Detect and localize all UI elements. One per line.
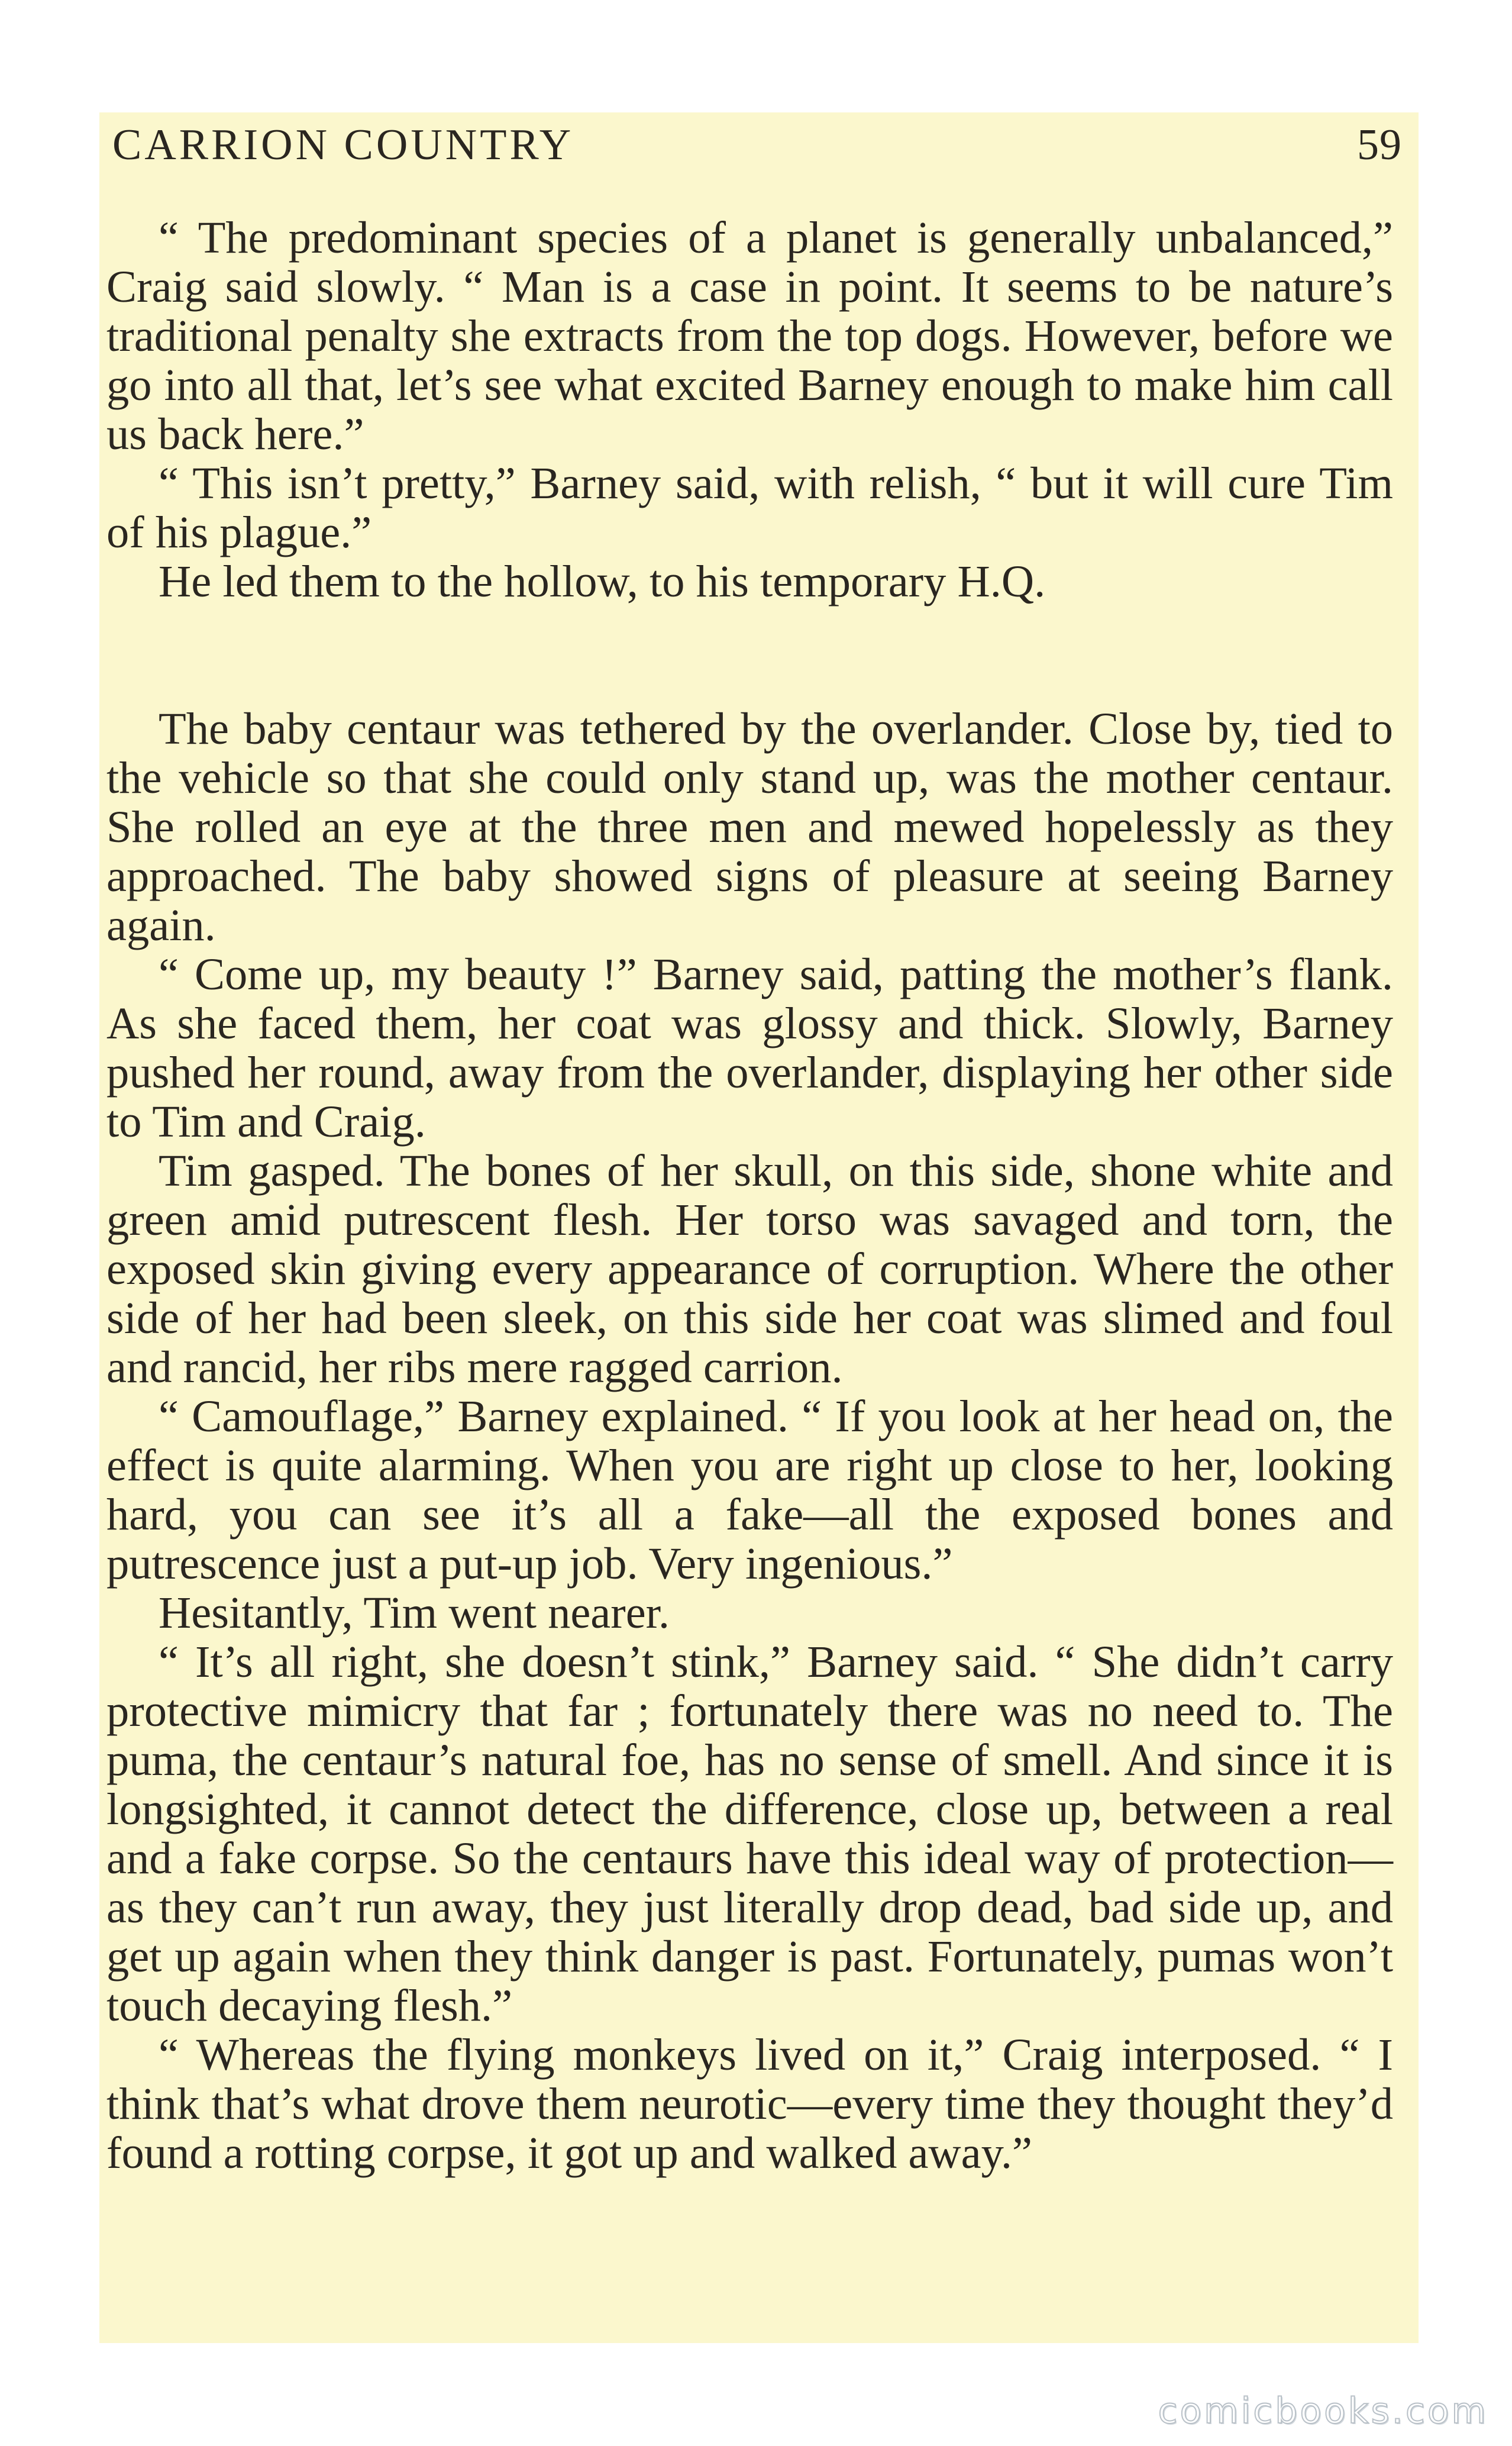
paragraph: Hesitantly, Tim went nearer.: [159, 1587, 670, 1638]
paragraph: “ Come up, my beauty !” Barney said, patting the mother’s flank. As she faced them, her coat was glossy and thick. Slowly, Barney pushed her round, away from the overlander, displaying her other side to Tim and Craig.: [106, 949, 1393, 1147]
paragraph: He led them to the hollow, to his temporary H.Q.: [159, 556, 1046, 606]
paragraph: “ Whereas the flying monkeys lived on it,” Craig interposed. “ I think that’s what drove them neurotic—every time they thought they’d found a rotting corpse, it got up and walked away.”: [106, 2029, 1393, 2178]
paragraph: “ This isn’t pretty,” Barney said, with relish, “ but it will cure Tim of his plague.”: [106, 458, 1393, 557]
paragraph: “ Camouflage,” Barney explained. “ If you look at her head on, the effect is quite alarming. When you are right up close to her, looking hard, you can see it’s all a fake—all the exposed bones and putrescence just a put-up job. Very ingenious.”: [106, 1391, 1393, 1589]
paragraph: Tim gasped. The bones of her skull, on this side, shone white and green amid putrescent flesh. Her torso was savaged and torn, the exposed skin giving every appearance of corruption. Where the other side of her had been sleek, on this side her coat was slimed and foul and rancid, her ribs mere ragged carrion.: [106, 1145, 1393, 1392]
paragraph: The baby centaur was tethered by the overlander. Close by, tied to the vehicle so that she could only stand up, was the mother centaur. She rolled an eye at the three men and mewed hopelessly as they approached. The baby showed signs of pleasure at seeing Barney again.: [106, 704, 1393, 950]
chapter-title: CARRION COUNTRY: [112, 121, 574, 169]
page-number: 59: [1357, 121, 1402, 169]
running-head: [112, 118, 1402, 172]
paragraph: “ It’s all right, she doesn’t stink,” Barney said. “ She didn’t carry protective mimicry that far ; fortunately there was no need to. The puma, the centaur’s natural foe, has no sense of smell. And since it is longsighted, it cannot detect the difference, close up, between a real and a fake corpse. So the centaurs have this ideal way of protection—as they can’t run away, they just literally drop dead, bad side up, and get up again when they think danger is past. Fortunately, pumas won’t touch decaying flesh.”: [106, 1637, 1393, 2031]
watermark: comicbooks.com: [1158, 2390, 1488, 2432]
body-text: [106, 213, 1393, 2177]
paragraph: “ The predominant species of a planet is generally unbalanced,” Craig said slowly. “ Man is a case in point. It seems to be nature’s traditional penalty she extracts from the top dogs. However, before we go into all that, let’s see what excited Barney enough to make him call us back here.”: [106, 212, 1393, 459]
